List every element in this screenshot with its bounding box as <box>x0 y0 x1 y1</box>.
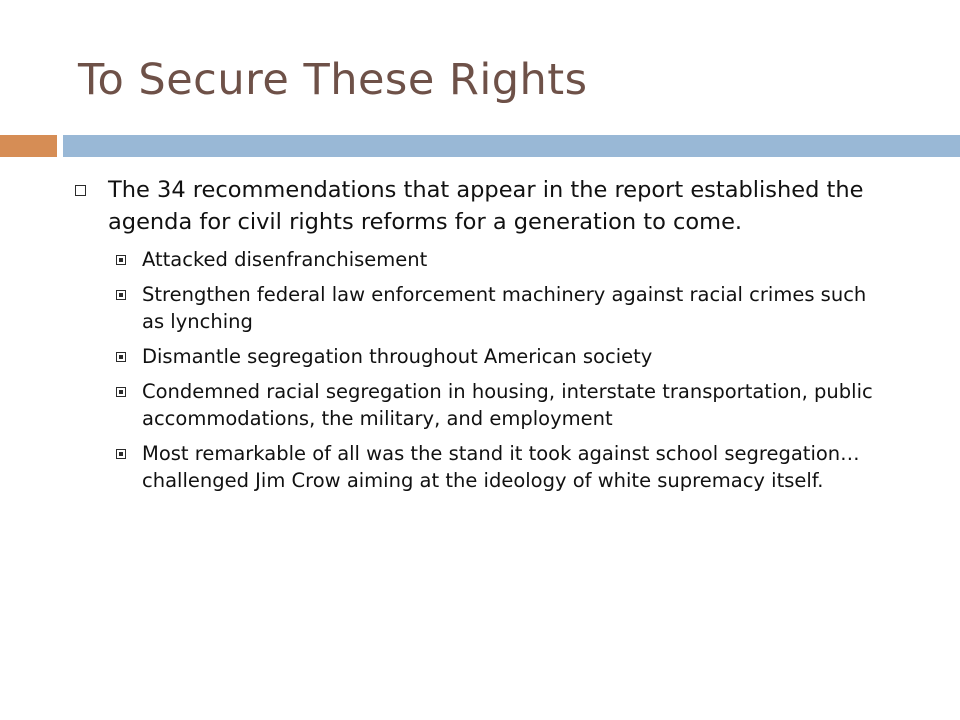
filled-square-bullet-icon <box>116 255 126 265</box>
filled-square-bullet-icon <box>116 449 126 459</box>
filled-square-bullet-icon <box>116 352 126 362</box>
sub-bullet-item <box>142 378 888 432</box>
sub-bullet-list <box>108 246 888 494</box>
accent-bar-orange <box>0 135 57 157</box>
sub-bullet-text: Condemned racial segregation in housing, interstate transportation, public accommodations, the military, and employment <box>142 380 873 430</box>
hollow-square-bullet-icon <box>75 185 86 196</box>
sub-bullet-item <box>142 246 888 273</box>
slide-body <box>108 174 888 502</box>
slide-title: To Secure These Rights <box>78 55 588 105</box>
sub-bullet-item <box>142 440 888 494</box>
filled-square-bullet-icon <box>116 290 126 300</box>
main-bullet-text: The 34 recommendations that appear in the report established the agenda for civil rights reforms for a generation to come. <box>108 177 864 235</box>
sub-bullet-item <box>142 343 888 370</box>
main-bullet-item <box>108 174 888 238</box>
sub-bullet-item <box>142 281 888 335</box>
sub-bullet-text: Dismantle segregation throughout American society <box>142 345 653 368</box>
sub-bullet-text: Attacked disenfranchisement <box>142 248 428 271</box>
sub-bullet-text: Strengthen federal law enforcement machinery against racial crimes such as lynching <box>142 283 867 333</box>
sub-bullet-text: Most remarkable of all was the stand it took against school segregation…challenged Jim Crow aiming at the ideology of white supremacy itself. <box>142 442 860 492</box>
filled-square-bullet-icon <box>116 387 126 397</box>
accent-bar-blue <box>63 135 960 157</box>
